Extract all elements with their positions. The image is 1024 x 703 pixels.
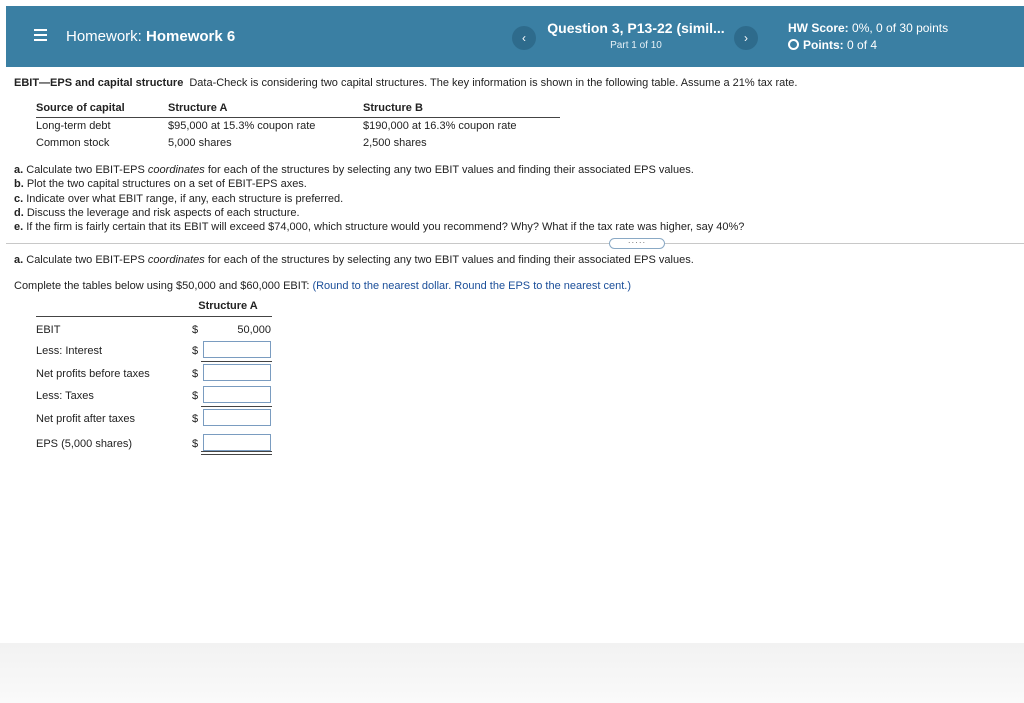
row-label: Less: Taxes xyxy=(36,390,94,402)
part-text: for each of the structures by selecting any two EBIT values and finding their associated EPS values. xyxy=(204,164,694,176)
instructions-text: Complete the tables below using $50,000 and $60,000 EBIT: xyxy=(14,280,310,292)
top-header-bar xyxy=(6,6,1024,67)
part-text: Calculate two EBIT-EPS xyxy=(26,164,148,176)
part-item xyxy=(14,206,744,220)
calc-row-eps xyxy=(36,433,272,453)
part-item xyxy=(14,220,744,234)
currency-symbol: $ xyxy=(192,390,199,402)
currency-symbol: $ xyxy=(192,413,199,425)
question-part: Part 1 of 10 xyxy=(610,40,662,51)
part-text: Calculate two EBIT-EPS xyxy=(26,254,148,266)
part-text: Plot the two capital structures on a set of EBIT-EPS axes. xyxy=(26,178,307,191)
header-structure-a: Structure A xyxy=(168,102,228,114)
table-cell: $95,000 at 15.3% coupon rate xyxy=(168,120,316,132)
calc-row-ebit xyxy=(36,319,272,339)
part-emphasis: coordinates xyxy=(147,164,205,176)
points-label: Points: xyxy=(803,38,844,52)
table-cell: 5,000 shares xyxy=(168,137,232,149)
table-row xyxy=(36,137,560,154)
calc-row-taxes xyxy=(36,385,272,405)
part-text: If the firm is fairly certain that its EBIT will exceed $74,000, which structure would you recommend? Why? What if the tax rate was higher, say 40%? xyxy=(26,221,745,234)
calc-row-interest xyxy=(36,340,272,360)
hw-score xyxy=(788,21,948,35)
part-label: c. xyxy=(14,192,24,205)
calc-table-header-line xyxy=(36,316,272,317)
question-parts-list xyxy=(14,163,744,234)
calc-row-net-before-taxes xyxy=(36,363,272,383)
row-label: Less: Interest xyxy=(36,345,103,357)
part-item xyxy=(14,177,744,191)
part-label: e. xyxy=(14,221,24,234)
current-part-prompt xyxy=(14,254,694,266)
calc-table-title: Structure A xyxy=(198,300,258,312)
table-cell: Common stock xyxy=(36,137,110,149)
part-text: Discuss the leverage and risk aspects of each structure. xyxy=(26,206,300,219)
row-label: Net profits before taxes xyxy=(36,368,150,380)
net-before-taxes-input[interactable] xyxy=(203,364,271,381)
table-cell: $190,000 at 16.3% coupon rate xyxy=(363,120,517,132)
taxes-input[interactable] xyxy=(203,386,271,403)
table-header-row xyxy=(36,102,560,118)
previous-question-button[interactable]: ‹ xyxy=(512,26,536,50)
total-double-underline xyxy=(201,451,272,455)
footer-area xyxy=(0,643,1024,703)
homework-prefix: Homework: xyxy=(66,28,142,45)
problem-title: EBIT—EPS and capital structure xyxy=(14,77,184,89)
homework-name: Homework 6 xyxy=(146,28,236,45)
currency-symbol: $ xyxy=(192,438,199,450)
part-item xyxy=(14,192,744,206)
currency-symbol: $ xyxy=(192,345,199,357)
part-text: for each of the structures by selecting any two EBIT values and finding their associated EPS values. xyxy=(204,254,694,266)
currency-symbol: $ xyxy=(192,324,199,336)
currency-symbol: $ xyxy=(192,368,199,380)
row-label: EPS (5,000 shares) xyxy=(36,438,132,450)
eps-input[interactable] xyxy=(203,434,271,451)
question-title[interactable]: Question 3, P13-22 (simil... xyxy=(547,20,725,36)
part-emphasis: coordinates xyxy=(147,254,205,266)
part-item xyxy=(14,163,744,177)
expand-more-button[interactable]: ····· xyxy=(609,238,665,249)
rounding-hint: (Round to the nearest dollar. Round the EPS to the nearest cent.) xyxy=(312,280,632,292)
hw-score-label: HW Score: xyxy=(788,21,849,35)
progress-circle-icon xyxy=(788,39,799,50)
table-row xyxy=(36,120,560,137)
table-cell: Long-term debt xyxy=(36,120,111,132)
hw-score-value: 0%, 0 of 30 points xyxy=(852,21,949,35)
part-label: a. xyxy=(14,164,24,176)
problem-intro-text: Data-Check is considering two capital structures. The key information is shown in the following table. Assume a 21% tax rate. xyxy=(189,77,798,89)
part-label: d. xyxy=(14,206,24,219)
row-label: EBIT xyxy=(36,324,61,336)
row-label: Net profit after taxes xyxy=(36,413,136,425)
table-cell: 2,500 shares xyxy=(363,137,427,149)
homework-title xyxy=(66,28,235,45)
subtotal-underline xyxy=(201,361,272,362)
calc-row-net-after-taxes xyxy=(36,408,272,428)
part-text: Indicate over what EBIT range, if any, each structure is preferred. xyxy=(26,192,344,205)
instructions xyxy=(14,280,631,292)
net-after-taxes-input[interactable] xyxy=(203,409,271,426)
next-question-button[interactable]: › xyxy=(734,26,758,50)
part-label: b. xyxy=(14,178,24,191)
points-status xyxy=(788,38,877,52)
ebit-value: 50,000 xyxy=(237,324,271,336)
problem-statement xyxy=(14,77,797,89)
part-label: a. xyxy=(14,254,24,266)
capital-structure-table xyxy=(36,102,560,154)
header-structure-b: Structure B xyxy=(363,102,423,114)
header-source: Source of capital xyxy=(36,102,125,114)
points-value: 0 of 4 xyxy=(847,38,878,52)
menu-icon[interactable] xyxy=(34,29,47,41)
interest-input[interactable] xyxy=(203,341,271,358)
section-divider xyxy=(6,243,1024,244)
subtotal-underline xyxy=(201,406,272,407)
